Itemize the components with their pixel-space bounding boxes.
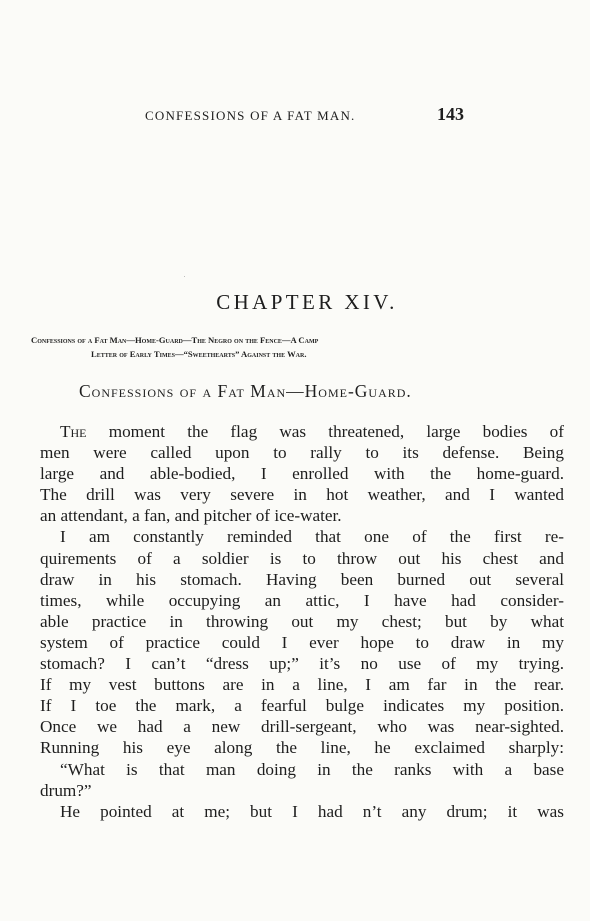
text-line: large and able-bodied, I enrolled with the home-guard. — [40, 464, 564, 484]
text-line: The drill was very severe in hot weather, and I wanted — [40, 485, 564, 505]
text-line: The moment the flag was threatened, large bodies of — [60, 422, 564, 441]
chapter-heading: CHAPTER XIV. — [216, 290, 398, 314]
text-line: “What is that man doing in the ranks with a base — [60, 759, 564, 779]
page-number: 143 — [437, 104, 464, 124]
text-line: Running his eye along the line, he exclaimed sharply: — [40, 738, 564, 758]
text-line: able practice in throwing out my chest; but by what — [40, 611, 564, 631]
text-line: men were called upon to rally to its defense. Being — [40, 443, 564, 463]
print-speck — [184, 276, 185, 277]
text-line: He pointed at me; but I had n’t any drum; it was — [60, 801, 564, 821]
text-line: stomach? I can’t “dress up;” it’s no use of my trying. — [40, 654, 564, 674]
text-line: draw in his stomach. Having been burned out several — [40, 569, 564, 589]
text-line: If my vest buttons are in a line, I am far in the rear. — [40, 675, 564, 695]
text-line: I am constantly reminded that one of the first re- — [60, 527, 564, 547]
text-line: an attendant, a fan, and pitcher of ice-water. — [40, 506, 342, 526]
text-line: If I toe the mark, a fearful bulge indicates my position. — [40, 696, 564, 716]
text-line: times, while occupying an attic, I have had consider- — [40, 590, 564, 610]
text-line: Once we had a new drill-sergeant, who was near-sighted. — [40, 717, 564, 737]
synopsis-line-1: Confessions of a Fat Man—Home-Guard—The Negro on the Fence—A Camp — [31, 335, 319, 345]
running-head — [0, 104, 590, 128]
running-title: CONFESSIONS OF A FAT MAN. — [145, 108, 356, 123]
text-line: drum?” — [40, 780, 92, 800]
body-text — [40, 421, 564, 822]
drop-word: The — [60, 422, 87, 441]
text-line: quirements of a soldier is to throw out his chest and — [40, 548, 564, 568]
text-line: system of practice could I ever hope to draw in my — [40, 632, 564, 652]
section-heading: Confessions of a Fat Man—Home-Guard. — [79, 381, 412, 401]
synopsis-line-2: Letter of Early Times—“Sweethearts” Against the War. — [91, 349, 307, 359]
